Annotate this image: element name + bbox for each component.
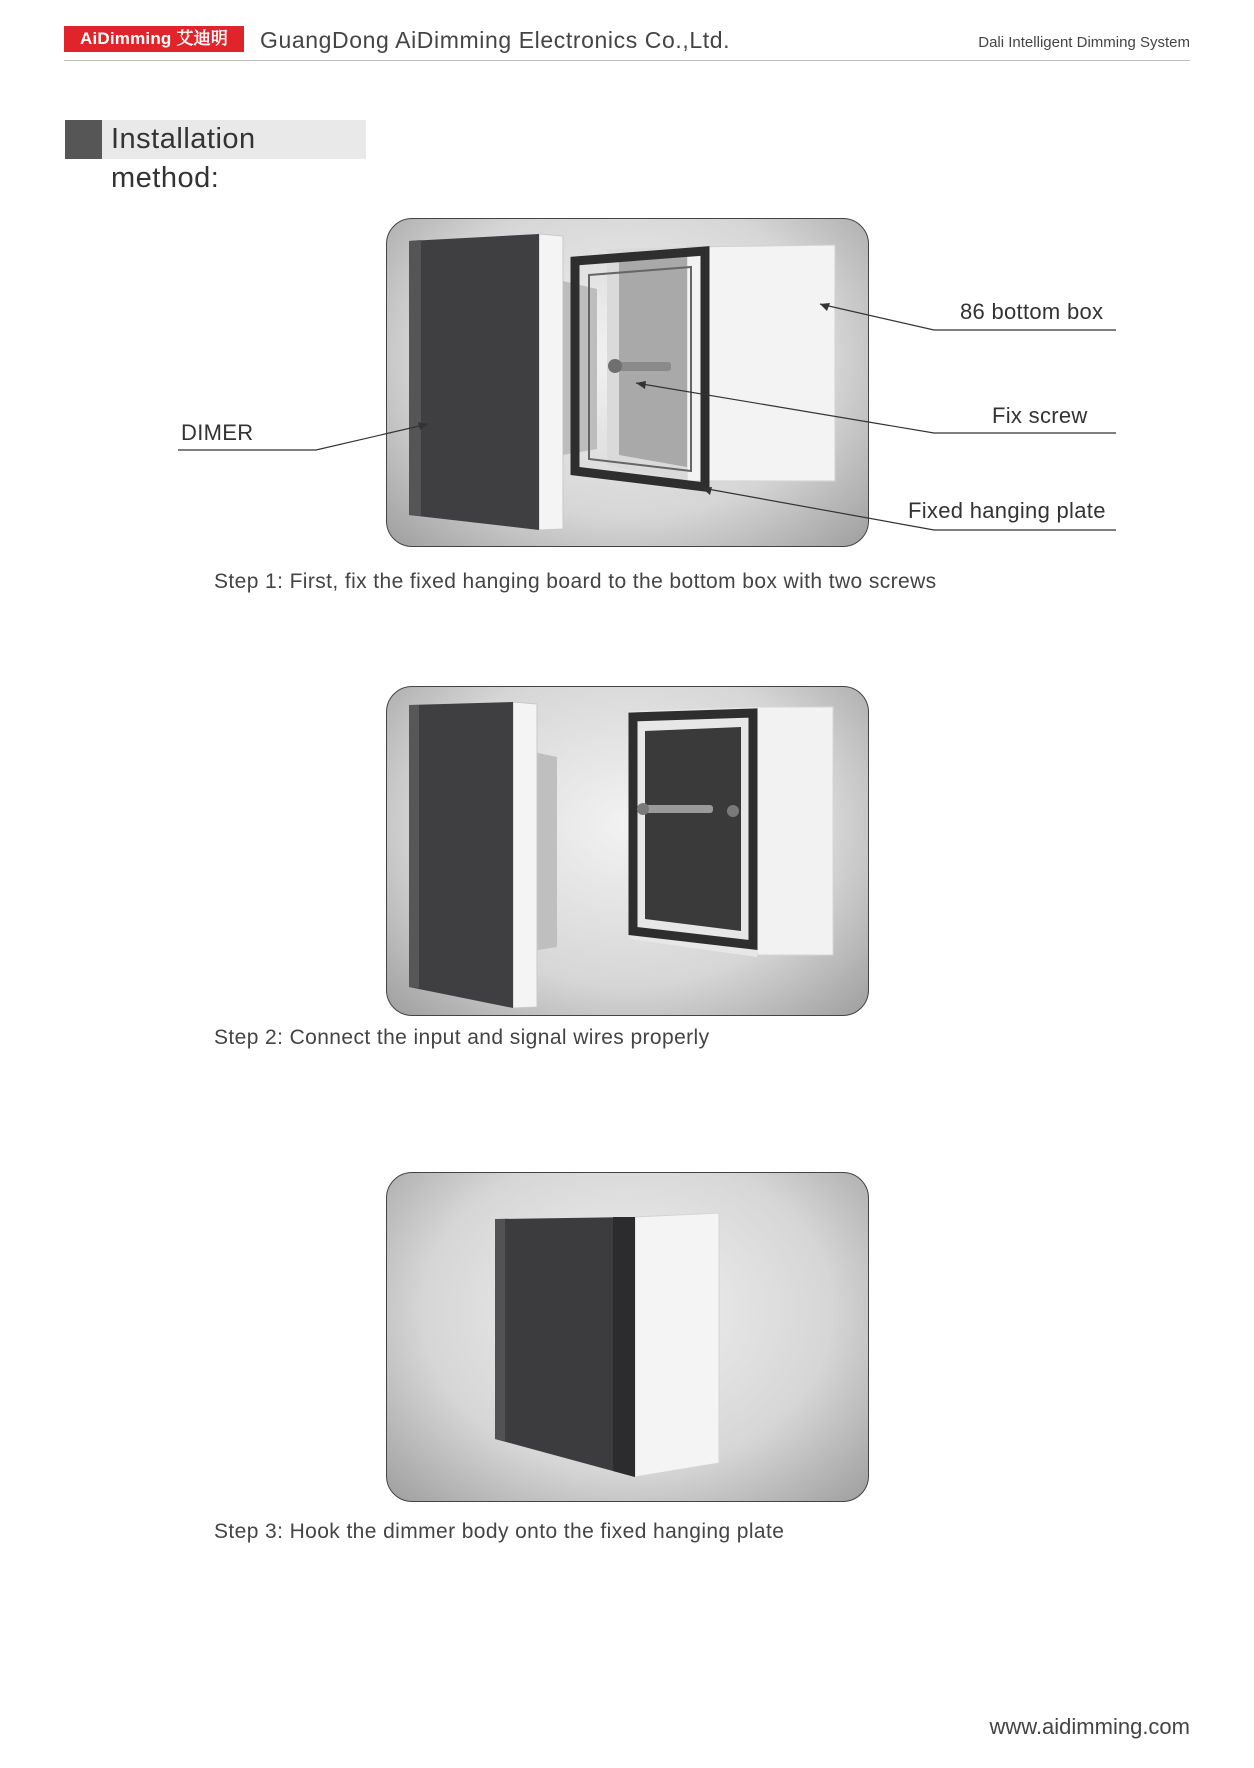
label-fix-screw: Fix screw <box>992 403 1088 428</box>
label-hanging-plate: Fixed hanging plate <box>908 498 1106 523</box>
figure-step2-photo <box>386 686 869 1016</box>
company-name: GuangDong AiDimming Electronics Co.,Ltd. <box>260 27 731 53</box>
step-3-text: Step 3: Hook the dimmer body onto the fixed hanging plate <box>214 1520 785 1543</box>
label-dimmer: DIMER <box>181 420 254 445</box>
section-title: Installation method: <box>111 123 256 194</box>
website-link[interactable]: www.aidimming.com <box>989 1714 1190 1739</box>
label-bottom-box: 86 bottom box <box>960 299 1104 324</box>
figure-step3-photo <box>386 1172 869 1502</box>
system-name: Dali Intelligent Dimming System <box>978 34 1190 51</box>
step-2-text: Step 2: Connect the input and signal wires properly <box>214 1026 710 1049</box>
company-logo: AiDimming 艾迪明 <box>64 26 244 52</box>
step-1-text: Step 1: First, fix the fixed hanging board to the bottom box with two screws <box>214 570 937 593</box>
